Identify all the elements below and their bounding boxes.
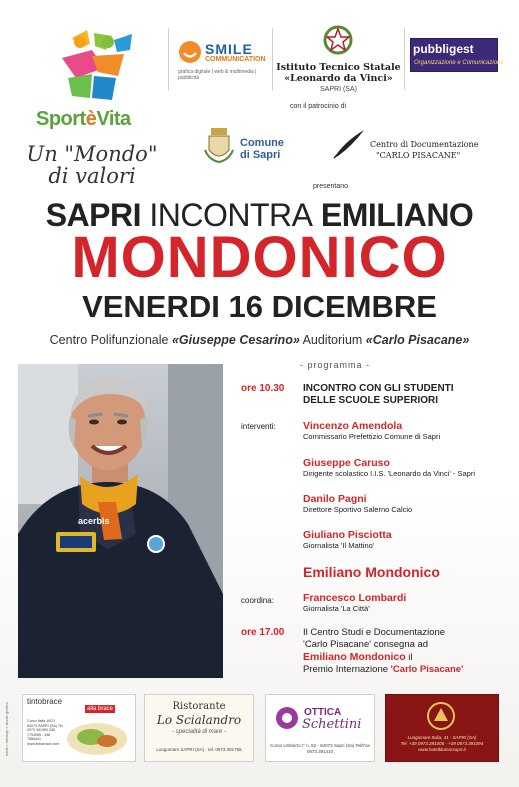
portrait-illustration [18,364,223,678]
hotel-crest-icon [426,701,456,731]
guest-name: Emiliano Mondonico [303,564,440,580]
mondonico-photo [18,364,223,678]
event-2: Il Centro Studi e Documentazione 'Carlo Pisacane' consegna ad Emiliano Mondonico il Premio Internazione 'Carlo Pisacane' [303,627,464,675]
sapri-coat-of-arms-icon [203,124,235,164]
sponsor-hotel: Lungomare Italia, 41 - SAPRI (SA) Tel. +39 0973.391006 - +39 0973.391094 www.hotelblumarsapri.it [385,694,499,762]
divider [168,28,169,90]
speaker-item: Giuliano Pisciotta Giornalista 'Il Mattino' [303,529,392,550]
sponsor-ottica-schettini: OTTICA Schettini Corso Umberto I° n. 82 - 84073 Sapri (Sa) Tel/Fax 0973.391410 [265,694,375,762]
presentano-label: presentano [313,183,349,190]
divider [272,28,273,90]
food-photo-icon [65,715,129,757]
time-1700: ore 17.00 [241,627,285,638]
coordinator: Francesco Lombardi Giornalista 'La Città' [303,592,407,613]
itis-city: SAPRI (SA) [320,86,357,93]
title-mondonico: MONDONICO [71,225,448,290]
divider [404,28,405,90]
event-1: INCONTRO CON GLI STUDENTI DELLE SCUOLE SUPERIORI [303,383,454,406]
pubbligest-sub: Organizzazione e Comunicazione [414,60,504,66]
speaker-item: Giuseppe Caruso Dirigente scolastico I.I.S. 'Leonardo da Vinci' - Sapri [303,457,475,478]
ottica-logo-icon [274,705,300,731]
title-line1: SAPRI INCONTRA EMILIANO [45,197,474,233]
patrocinio-label: con il patrocinio di [290,103,347,110]
venue: Centro Polifunzionale «Giuseppe Cesarino» Auditorium «Carlo Pisacane» [49,333,470,347]
smile-name: SMILE [205,41,253,57]
italian-republic-emblem-icon [322,24,354,56]
slogan-line2: di valori [48,164,136,188]
sponsor-scialandro: Ristorante Lo Scialandro - specialità di mare - Lungomare SAPRI (SA) · tel. 0973.391765 [144,694,254,762]
print-credit: smile • sitemap • studio grafico [4,702,9,757]
pubbligest-name: pubbligest [413,42,474,56]
sponsor-tintobrace: tintobrace alla brace Corso Italia 19/21 84073 SAPRI (SA) Tel. 0973 391960 338 7754955 - 348 7866441 www.tintobrace.com [22,694,136,762]
itis-name: Istituto Tecnico Statale «Leonardo da Vinci» [276,62,401,84]
smile-logo-icon [178,40,202,64]
centro-documentazione: Centro di Documentazione "CARLO PISACANE" [370,140,479,160]
event-date: VENERDI 16 DICEMBRE [82,289,437,324]
slogan-line1: Un "Mondo" [26,142,158,166]
smile-sub: COMMUNICATION [205,56,266,63]
interventi-label: interventi: [241,422,276,431]
smile-tagline: grafica digitale | web & multimedia | pubblicità [178,69,257,81]
time-1030: ore 10.30 [241,383,285,394]
sport-e-vita-wordmark: SportèVita [36,108,131,130]
speaker-item: Danilo Pagni Direttore Sportivo Salerno Calcio [303,493,413,514]
svg-text:acerbis: acerbis [78,516,110,526]
slogan [22,143,162,187]
comune-di-sapri: Comune di Sapri [240,137,284,161]
quill-pen-icon [330,128,366,160]
speaker-item: Vincenzo Amendola Commissario Prefettizio Comune di Sapri [303,420,441,441]
programma-heading: - programma - [300,360,371,370]
coordina-label: coordina: [241,596,274,605]
